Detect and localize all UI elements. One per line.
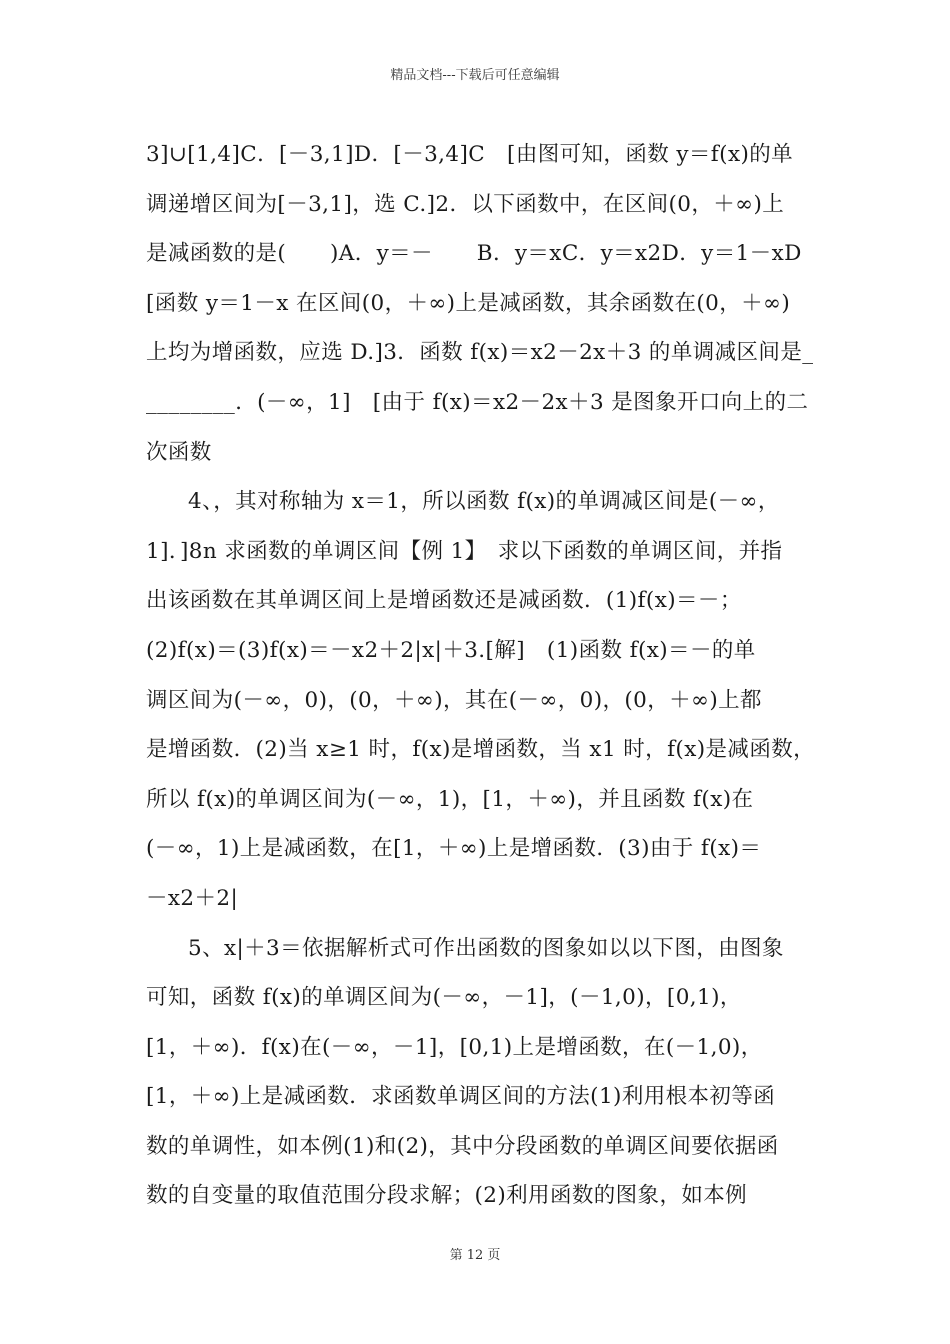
document-body [146, 130, 814, 1221]
text-line: 次函数 [146, 439, 212, 465]
text-line: (－∞，1)上是减函数，在[1，＋∞)上是增函数．(3)由于 f(x)＝ [146, 836, 762, 862]
text-line: 5、x|＋3＝依据解析式可作出函数的图象如以以下图，由图象 [188, 935, 784, 961]
text-line: [函数 y＝1－x 在区间(0，＋∞)上是减函数，其余函数在(0，＋∞) [146, 290, 791, 316]
page-header: 精品文档---下载后可任意编辑 [390, 68, 560, 83]
text-line: 上均为增函数，应选 D.]3．函数 f(x)＝x2－2x＋3 的单调减区间是_ [146, 340, 814, 366]
text-line: 4、，其对称轴为 x＝1，所以函数 f(x)的单调减区间是(－∞， [188, 489, 780, 515]
text-line: 数的自变量的取值范围分段求解；(2)利用函数的图象，如本例 [146, 1183, 748, 1209]
page-number: 第 12 页 [449, 1248, 501, 1263]
text-line: 是减函数的是( )A．y＝－ B．y＝xC．y＝x2D．y＝1－xD [146, 241, 802, 267]
text-line: 调递增区间为[－3,1]，选 C.]2．以下函数中，在区间(0，＋∞)上 [146, 191, 785, 217]
text-line: 所以 f(x)的单调区间为(－∞，1)，[1，＋∞)，并且函数 f(x)在 [146, 786, 754, 812]
paragraph-2 [146, 477, 814, 923]
text-line: 出该函数在其单调区间上是增函数还是减函数．(1)f(x)＝－； [146, 588, 742, 614]
text-line: －x2＋2| [146, 885, 239, 911]
text-line: [1，＋∞)上是减函数．求函数单调区间的方法(1)利用根本初等函 [146, 1084, 776, 1110]
text-line: 数的单调性，如本例(1)和(2)，其中分段函数的单调区间要依据函 [146, 1133, 779, 1159]
text-line: [1，＋∞)．f(x)在(－∞，－1]，[0,1)上是增函数，在(－1,0)， [146, 1034, 763, 1060]
text-line: 1]．]8n 求函数的单调区间【例 1】 求以下函数的单调区间，并指 [146, 538, 783, 564]
paragraph-1 [146, 130, 814, 477]
text-line: 调区间为(－∞，0)，(0，＋∞)，其在(－∞，0)，(0，＋∞)上都 [146, 687, 762, 713]
text-line: 可知，函数 f(x)的单调区间为(－∞，－1]，(－1,0)，[0,1)， [146, 985, 742, 1011]
text-line: ________．(－∞，1] [由于 f(x)＝x2－2x＋3 是图象开口向上的二 [146, 389, 809, 415]
paragraph-3 [146, 924, 814, 1222]
text-line: 是增函数．(2)当 x≥1 时，f(x)是增函数，当 x1 时，f(x)是减函数， [146, 737, 816, 763]
text-line: 3]∪[1,4]C．[－3,1]D．[－3,4]C [由图可知，函数 y＝f(x)的单 [146, 142, 794, 167]
text-line: (2)f(x)＝(3)f(x)＝－x2＋2|x|＋3.[解] (1)函数 f(x)＝－的单 [146, 637, 756, 663]
